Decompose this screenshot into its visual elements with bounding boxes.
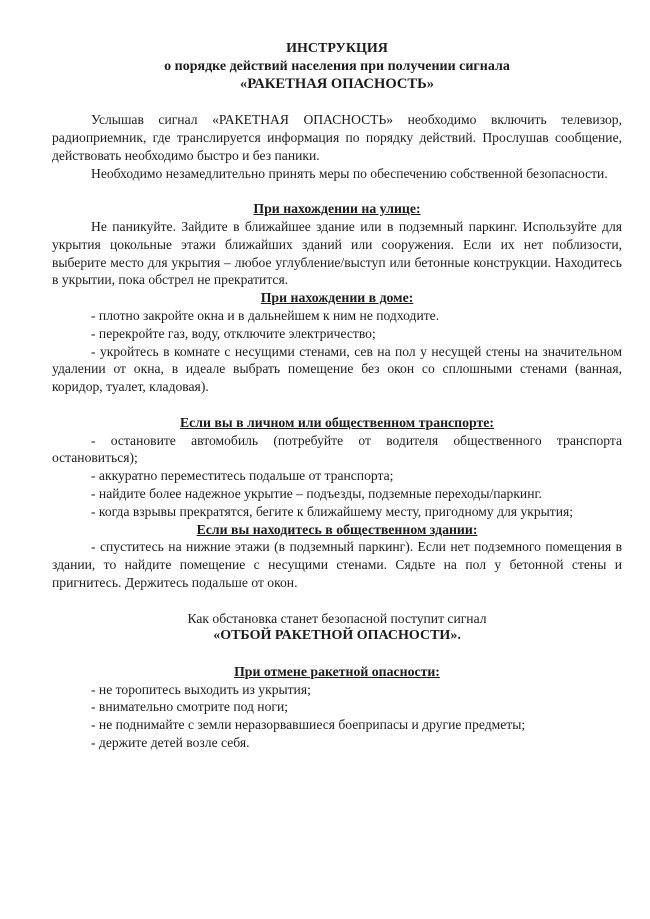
spacer (52, 592, 622, 610)
spacer (52, 182, 622, 200)
intro-paragraph-1: Услышав сигнал «РАКЕТНАЯ ОПАСНОСТЬ» необходимо включить телевизор, радиоприемник, где транслируется информация по порядку действий. Прослушав сообщение, действовать необходимо быстро и без паники. (52, 112, 622, 163)
doc-title: ИНСТРУКЦИЯ (286, 41, 388, 56)
section-cancel-item-2: - внимательно смотрите под ноги; (91, 699, 289, 715)
section-cancel-item-4: - держите детей возле себя. (91, 735, 250, 751)
section-cancel-item-3: - не поднимайте с земли неразорвавшиеся боеприпасы и другие предметы; (91, 717, 526, 733)
section-cancel-item-1: - не торопитесь выходить из укрытия; (91, 681, 311, 697)
section-transport-item-1: - остановите автомобиль (потребуйте от водителя общественного транспорта остановиться); (52, 432, 622, 466)
section-heading-cancel: При отмене ракетной опасности: (234, 663, 440, 679)
section-transport-item-3: - найдите более надежное укрытие – подъезды, подземные переходы/паркинг. (91, 485, 542, 501)
section-street-paragraph: Не паникуйте. Зайдите в ближайшее здание или в подземный паркинг. Используйте для укрытия цокольные этажи ближайших зданий или сооружения. Если их нет поблизости, выберите место для укрытия – любое углубление/выступ или бетонные конструкции. Находитесь в укрытии, пока обстрел не прекратится. (52, 218, 622, 288)
doc-signal-name: «РАКЕТНАЯ ОПАСНОСТЬ» (239, 75, 435, 92)
section-transport-item-4: - когда взрывы прекратятся, бегите к ближайшему месту, пригодному для укрытия; (91, 503, 574, 519)
section-heading-public-building: Если вы находитесь в общественном здании: (196, 521, 478, 537)
section-home-item-3: - укройтесь в комнате с несущими стенами, сев на пол у несущей стены на значительном удалении от окна, в идеале выбрать помещение без окон со сплошными стенами (ванная, коридор, туалет, кладовая). (52, 343, 622, 395)
section-heading-street: При нахождении на улице: (253, 201, 421, 217)
all-clear-signal-name: «ОТБОЙ РАКЕТНОЙ ОПАСНОСТИ». (213, 628, 461, 644)
section-public-building-paragraph: - спуститесь на нижние этажи (в подземный паркинг). Если нет подземного помещения в здании, то найдите помещение с несущими стенами. Сядьте на пол у бетонной стены и пригнитесь. Держитесь подальше от окон. (52, 539, 622, 590)
section-heading-home: При нахождении в доме: (260, 290, 414, 306)
section-heading-transport: Если вы в личном или общественном транспорте: (179, 414, 495, 430)
spacer (52, 396, 622, 414)
section-home-item-1: - плотно закройте окна и в дальнейшем к ним не подходите. (91, 307, 440, 323)
all-clear-note: Как обстановка станет безопасной поступит сигнал (187, 610, 487, 626)
doc-subtitle: о порядке действий населения при получении сигнала (164, 58, 510, 74)
intro-paragraph-2: Необходимо незамедлительно принять меры по обеспечению собственной безопасности. (91, 165, 608, 181)
section-transport-item-2: - аккуратно переместитесь подальше от транспорта; (91, 468, 394, 484)
section-home-item-2: - перекройте газ, воду, отключите электричество; (91, 325, 376, 341)
spacer (52, 93, 622, 111)
spacer (52, 645, 622, 663)
